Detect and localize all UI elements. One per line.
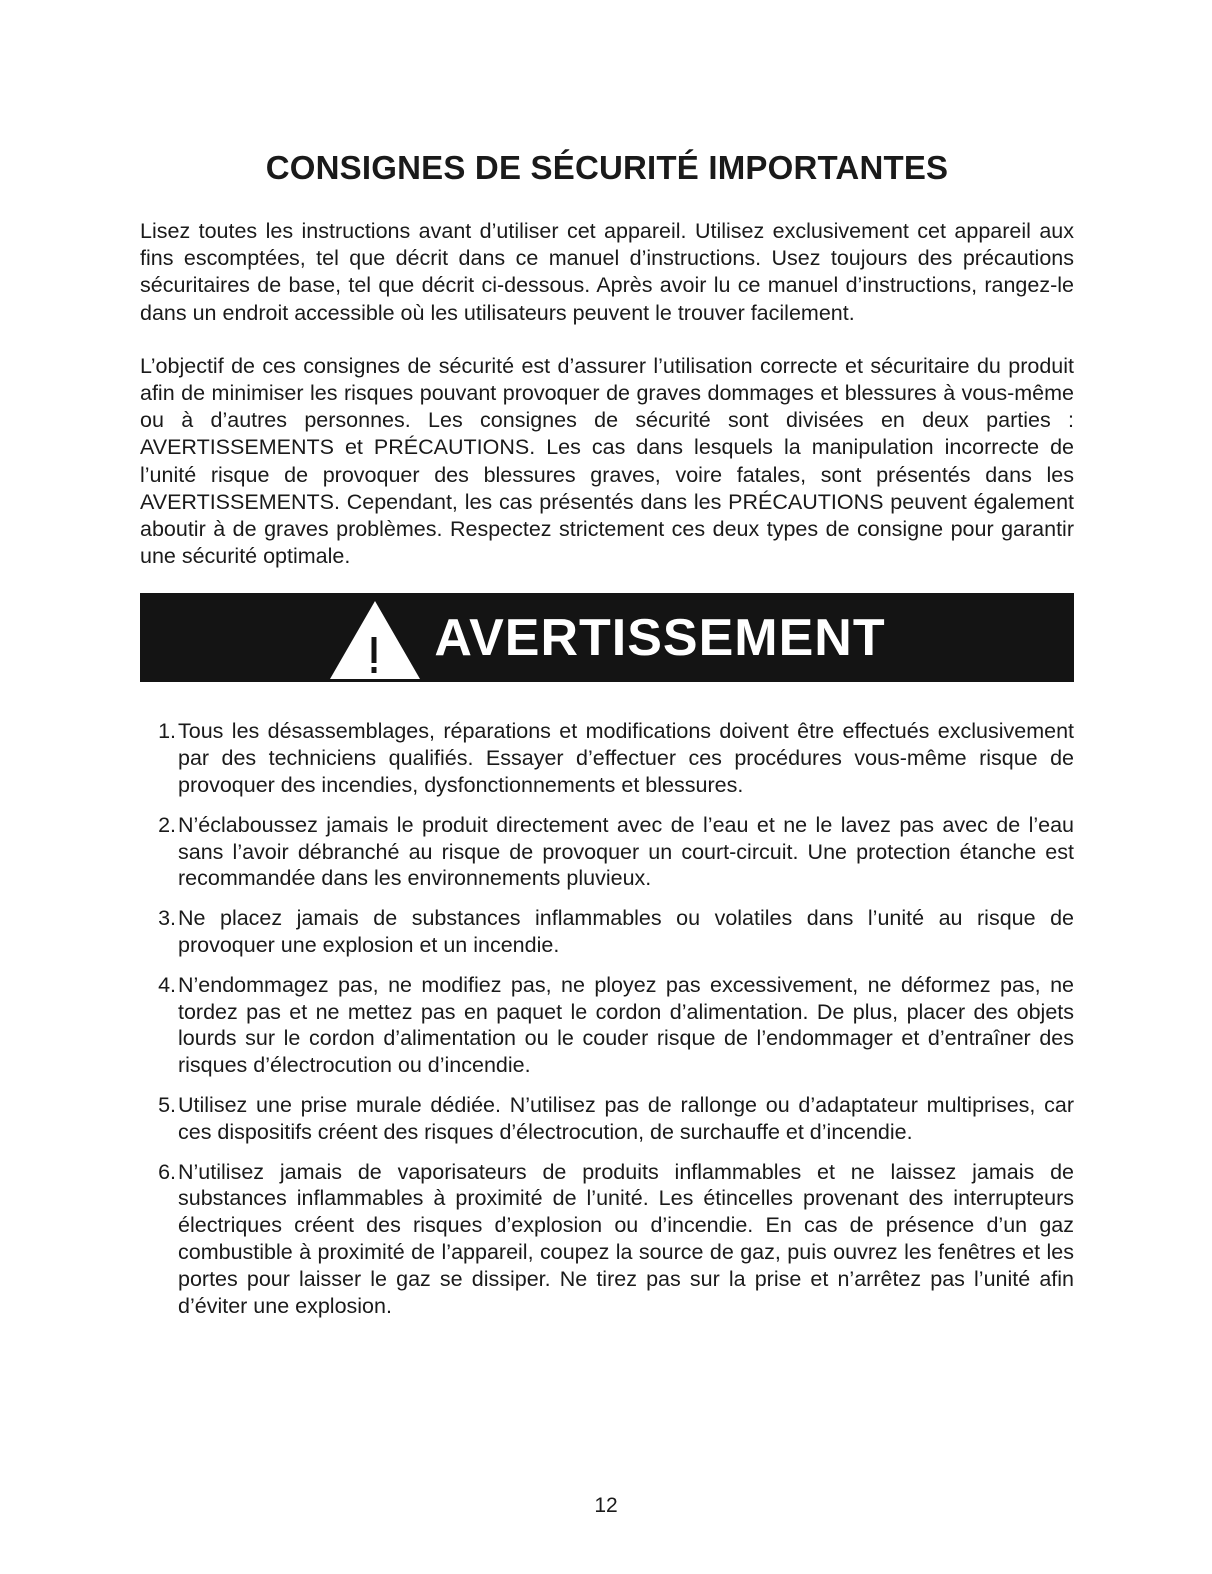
- list-item: [140, 812, 1074, 892]
- warning-banner: [140, 593, 1074, 682]
- objective-paragraph: L’objectif de ces consignes de sécurité est d’assurer l’utilisation correcte et sécuritaire du produit afin de minimiser les risques pouvant provoquer de graves dommages et blessures à vous-même ou à d’autres personnes. Les consignes de sécurité sont divisées en deux parties : AVERTISSEMENTS et PRÉCAUTIONS. Les cas dans lesquels la manipulation incorrecte de l’unité risque de provoquer des blessures graves, voire fatales, sont présentés dans les AVERTISSEMENTS. Cependant, les cas présentés dans les PRÉCAUTIONS peuvent également aboutir à de graves problèmes. Respectez strictement ces deux types de consigne pour garantir une sécurité optimale.: [140, 353, 1074, 569]
- list-item: [140, 972, 1074, 1079]
- list-item: [140, 1092, 1074, 1146]
- list-item-text: Tous les désassemblages, réparations et modifications doivent être effectués exclusivement par des techniciens qualifiés. Essayer d’effectuer ces procédures vous-même risque de provoquer des incendies, dysfonctionnements et blessures.: [178, 719, 1074, 798]
- list-item-text: Ne placez jamais de substances inflammables ou volatiles dans l’unité au risque de provoquer une explosion et un incendie.: [178, 906, 1074, 958]
- warning-list: [140, 718, 1074, 1319]
- list-item-number: 6.: [158, 1159, 176, 1184]
- list-item-text: N’endommagez pas, ne modifiez pas, ne ployez pas excessivement, ne déformez pas, ne tordez pas et ne mettez pas en paquet le cordon d’alimentation. De plus, placer des objets lourds sur le cordon d’alimentation ou le couder risque de l’endommager et d’entraîner des risques d’électrocution ou d’incendie.: [178, 972, 1074, 1078]
- list-item-number: 2.: [158, 812, 176, 837]
- list-item-text: N’utilisez jamais de vaporisateurs de produits inflammables et ne laissez jamais de substances inflammables à proximité de l’unité. Les étincelles provenant des interrupteurs électriques créent des risques d’explosion ou d’incendie. En cas de présence d’un gaz combustible à proximité de l’appareil, coupez la source de gaz, puis ouvrez les fenêtres et les portes pour laisser le gaz se dissiper. Ne tirez pas sur la prise et n’arrêtez pas l’unité afin d’éviter une explosion.: [178, 1159, 1074, 1318]
- warning-triangle-icon: [328, 599, 422, 681]
- list-item: [140, 905, 1074, 959]
- list-item: [140, 718, 1074, 798]
- warning-label: AVERTISSEMENT: [434, 608, 886, 667]
- list-item-text: Utilisez une prise murale dédiée. N’utilisez pas de rallonge ou d’adaptateur multiprises, car ces dispositifs créent des risques d’électrocution, de surchauffe et d’incendie.: [178, 1093, 1074, 1144]
- list-item-number: 1.: [158, 719, 176, 744]
- list-item-text: N’éclaboussez jamais le produit directement avec de l’eau et ne le lavez pas avec de l’eau sans l’avoir débranché au risque de provoquer un court-circuit. Une protection étanche est recommandée dans les environnements pluvieux.: [178, 812, 1074, 891]
- list-item-number: 5.: [158, 1093, 176, 1117]
- page-number: 12: [594, 1494, 618, 1517]
- intro-paragraph: Lisez toutes les instructions avant d’utiliser cet appareil. Utilisez exclusivement cet appareil aux fins escomptées, tel que décrit dans ce manuel d’instructions. Usez toujours des précautions sécuritaires de base, tel que décrit ci-dessous. Après avoir lu ce manuel d’instructions, rangez-le dans un endroit accessible où les utilisateurs peuvent le trouver facilement.: [140, 219, 1074, 325]
- list-item-number: 4.: [158, 972, 176, 997]
- list-item: [140, 1159, 1074, 1320]
- list-item-number: 3.: [158, 906, 176, 931]
- page-title: CONSIGNES DE SÉCURITÉ IMPORTANTES: [265, 149, 949, 186]
- document-page: [140, 146, 1074, 1332]
